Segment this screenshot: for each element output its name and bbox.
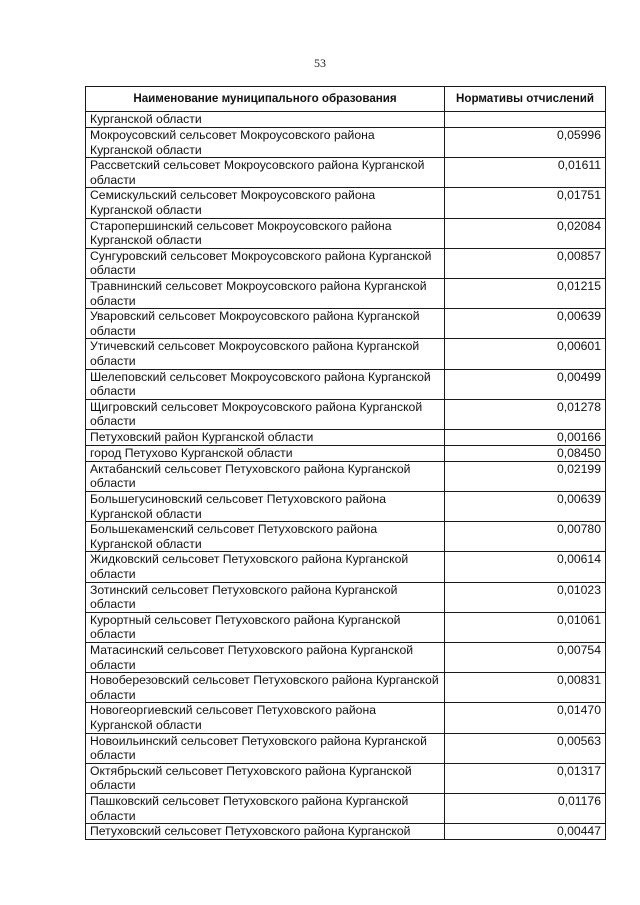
table-row: [86, 112, 606, 128]
row-name: Большегусиновский сельсовет Петуховского района Курганской области: [86, 492, 445, 522]
header-norm: Нормативы отчислений: [445, 87, 606, 112]
table-row: [86, 188, 606, 218]
row-value: 0,01611: [445, 158, 606, 188]
row-value: 0,00563: [445, 733, 606, 763]
table-row: [86, 612, 606, 642]
header-name: Наименование муниципального образования: [86, 87, 445, 112]
row-value: 0,00780: [445, 522, 606, 552]
row-name: Шелеповский сельсовет Мокроусовского района Курганской области: [86, 369, 445, 399]
table-row: [86, 582, 606, 612]
table-row: [86, 703, 606, 733]
row-value: 0,00447: [445, 824, 606, 840]
row-name: Большекаменский сельсовет Петуховского района Курганской области: [86, 522, 445, 552]
row-name: Сунгуровский сельсовет Мокроусовского района Курганской области: [86, 248, 445, 278]
table-row: [86, 309, 606, 339]
row-value: 0,00614: [445, 552, 606, 582]
row-value: [445, 112, 606, 128]
row-name: Новоильинский сельсовет Петуховского района Курганской области: [86, 733, 445, 763]
row-value: 0,01215: [445, 278, 606, 308]
row-name: Петуховский сельсовет Петуховского района Курганской: [86, 824, 445, 840]
row-name: Пашковский сельсовет Петуховского района Курганской области: [86, 793, 445, 823]
row-value: 0,01470: [445, 703, 606, 733]
row-name: Травнинский сельсовет Мокроусовского района Курганской области: [86, 278, 445, 308]
row-value: 0,01061: [445, 612, 606, 642]
table-row: [86, 429, 606, 445]
table-row: [86, 763, 606, 793]
row-value: 0,00831: [445, 673, 606, 703]
table-row: [86, 369, 606, 399]
row-name: Актабанский сельсовет Петуховского района Курганской области: [86, 461, 445, 491]
table-row: [86, 339, 606, 369]
row-value: 0,05996: [445, 128, 606, 158]
table-row: [86, 522, 606, 552]
row-name: Курганской области: [86, 112, 445, 128]
table-row: [86, 793, 606, 823]
row-name: город Петухово Курганской области: [86, 445, 445, 461]
table-row: [86, 158, 606, 188]
row-value: 0,01278: [445, 399, 606, 429]
table-row: [86, 445, 606, 461]
page-number: 53: [314, 56, 326, 70]
row-name: Октябрьский сельсовет Петуховского района Курганской области: [86, 763, 445, 793]
row-value: 0,01176: [445, 793, 606, 823]
norms-table: [85, 86, 606, 840]
row-value: 0,01317: [445, 763, 606, 793]
row-value: 0,00639: [445, 309, 606, 339]
table-row: [86, 552, 606, 582]
row-value: 0,08450: [445, 445, 606, 461]
row-value: 0,00166: [445, 429, 606, 445]
row-name: Уваровский сельсовет Мокроусовского района Курганской области: [86, 309, 445, 339]
table-row: [86, 128, 606, 158]
table-row: [86, 248, 606, 278]
table-row: [86, 218, 606, 248]
row-value: 0,00754: [445, 643, 606, 673]
row-value: 0,01751: [445, 188, 606, 218]
table-row: [86, 492, 606, 522]
row-value: 0,02084: [445, 218, 606, 248]
table-header-row: [86, 87, 606, 112]
table-row: [86, 643, 606, 673]
table-row: [86, 278, 606, 308]
row-value: 0,00857: [445, 248, 606, 278]
table-row: [86, 673, 606, 703]
table-row: [86, 399, 606, 429]
row-name: Щигровский сельсовет Мокроусовского района Курганской области: [86, 399, 445, 429]
table-row: [86, 824, 606, 840]
row-name: Жидковский сельсовет Петуховского района Курганской области: [86, 552, 445, 582]
row-value: 0,00601: [445, 339, 606, 369]
row-name: Новогеоргиевский сельсовет Петуховского района Курганской области: [86, 703, 445, 733]
row-name: Матасинский сельсовет Петуховского района Курганской области: [86, 643, 445, 673]
row-name: Семискульский сельсовет Мокроусовского района Курганской области: [86, 188, 445, 218]
row-name: Зотинский сельсовет Петуховского района Курганской области: [86, 582, 445, 612]
row-name: Мокроусовский сельсовет Мокроусовского района Курганской области: [86, 128, 445, 158]
row-value: 0,00639: [445, 492, 606, 522]
row-value: 0,00499: [445, 369, 606, 399]
table-row: [86, 461, 606, 491]
row-name: Утичевский сельсовет Мокроусовского района Курганской области: [86, 339, 445, 369]
row-value: 0,01023: [445, 582, 606, 612]
row-name: Петуховский район Курганской области: [86, 429, 445, 445]
table-row: [86, 733, 606, 763]
row-name: Старопершинский сельсовет Мокроусовского района Курганской области: [86, 218, 445, 248]
row-name: Рассветский сельсовет Мокроусовского района Курганской области: [86, 158, 445, 188]
row-name: Новоберезовский сельсовет Петуховского района Курганской области: [86, 673, 445, 703]
row-value: 0,02199: [445, 461, 606, 491]
row-name: Курортный сельсовет Петуховского района Курганской области: [86, 612, 445, 642]
table-body: [86, 112, 606, 840]
